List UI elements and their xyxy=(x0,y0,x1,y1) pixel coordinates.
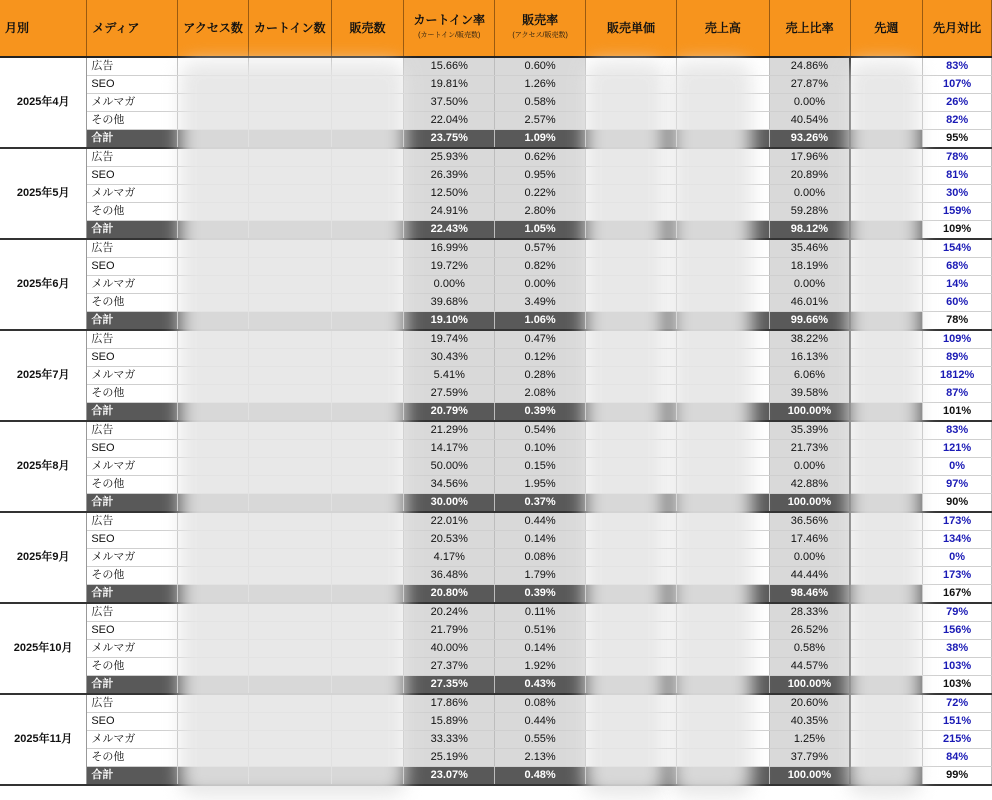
media-cell[interactable]: SEO xyxy=(87,349,178,367)
cartin-rate-cell[interactable]: 36.48% xyxy=(404,567,495,585)
sales-rate-cell[interactable]: 2.08% xyxy=(495,385,586,403)
table-row xyxy=(0,603,992,622)
header-cartin[interactable]: カートイン数 xyxy=(248,0,331,57)
total-row xyxy=(0,130,992,149)
revenue-ratio-cell[interactable]: 0.00% xyxy=(769,94,850,112)
table-row xyxy=(0,567,992,585)
sales-rate-cell[interactable]: 2.13% xyxy=(495,749,586,767)
sales-rate-cell[interactable]: 1.05% xyxy=(495,221,586,240)
table-row xyxy=(0,349,992,367)
month-cell[interactable]: 2025年5月 xyxy=(0,148,87,239)
header-cartin-rate-sub: (カートイン/販売数) xyxy=(418,32,481,39)
media-cell[interactable]: 合計 xyxy=(87,130,178,149)
revenue-ratio-cell[interactable]: 21.73% xyxy=(769,440,850,458)
table-row xyxy=(0,57,992,76)
sales-rate-cell[interactable]: 0.39% xyxy=(495,585,586,604)
mom-cell[interactable]: 38% xyxy=(923,640,992,658)
sales-rate-cell[interactable]: 0.22% xyxy=(495,185,586,203)
header-cartin-rate-label: カートイン率 xyxy=(413,13,485,27)
total-row xyxy=(0,403,992,422)
sales-rate-cell[interactable]: 0.14% xyxy=(495,531,586,549)
media-cell[interactable]: その他 xyxy=(87,203,178,221)
media-cell[interactable]: SEO xyxy=(87,440,178,458)
table-row xyxy=(0,385,992,403)
cartin-rate-cell[interactable]: 21.29% xyxy=(404,421,495,440)
month-cell[interactable]: 2025年8月 xyxy=(0,421,87,512)
total-row xyxy=(0,312,992,331)
mom-cell[interactable]: 109% xyxy=(923,221,992,240)
sales-rate-cell[interactable]: 0.44% xyxy=(495,512,586,531)
sales-rate-cell[interactable]: 0.58% xyxy=(495,94,586,112)
cartin-rate-cell[interactable]: 30.43% xyxy=(404,349,495,367)
revenue-ratio-cell[interactable]: 100.00% xyxy=(769,767,850,786)
cartin-rate-cell[interactable]: 4.17% xyxy=(404,549,495,567)
table-row xyxy=(0,440,992,458)
media-cell[interactable]: メルマガ xyxy=(87,276,178,294)
mom-cell[interactable]: 84% xyxy=(923,749,992,767)
month-cell[interactable]: 2025年11月 xyxy=(0,694,87,785)
media-cell[interactable]: 広告 xyxy=(87,421,178,440)
table-row xyxy=(0,185,992,203)
cartin-rate-cell[interactable]: 30.00% xyxy=(404,494,495,513)
sales-rate-cell[interactable]: 0.62% xyxy=(495,148,586,167)
table-row xyxy=(0,458,992,476)
sales-rate-cell[interactable]: 0.12% xyxy=(495,349,586,367)
sales-rate-cell[interactable]: 0.08% xyxy=(495,694,586,713)
media-cell[interactable]: その他 xyxy=(87,567,178,585)
redaction-blur-last-week xyxy=(848,62,920,797)
mom-cell[interactable]: 159% xyxy=(923,203,992,221)
media-cell[interactable]: 合計 xyxy=(87,676,178,695)
sales-rate-cell[interactable]: 0.55% xyxy=(495,731,586,749)
media-cell[interactable]: メルマガ xyxy=(87,185,178,203)
revenue-ratio-cell[interactable]: 0.00% xyxy=(769,185,850,203)
table-row xyxy=(0,94,992,112)
mom-cell[interactable]: 97% xyxy=(923,476,992,494)
mom-cell[interactable]: 154% xyxy=(923,239,992,258)
header-sales-rate[interactable] xyxy=(495,0,586,57)
cartin-rate-cell[interactable]: 17.86% xyxy=(404,694,495,713)
table-row xyxy=(0,330,992,349)
mom-cell[interactable]: 156% xyxy=(923,622,992,640)
revenue-ratio-cell[interactable]: 46.01% xyxy=(769,294,850,312)
table-row xyxy=(0,476,992,494)
revenue-ratio-cell[interactable]: 0.00% xyxy=(769,276,850,294)
media-cell[interactable]: その他 xyxy=(87,112,178,130)
revenue-ratio-cell[interactable]: 98.12% xyxy=(769,221,850,240)
sales-rate-cell[interactable]: 3.49% xyxy=(495,294,586,312)
revenue-ratio-cell[interactable]: 59.28% xyxy=(769,203,850,221)
mom-cell[interactable]: 101% xyxy=(923,403,992,422)
media-cell[interactable]: SEO xyxy=(87,713,178,731)
table-row xyxy=(0,276,992,294)
cartin-rate-cell[interactable]: 50.00% xyxy=(404,458,495,476)
table-body xyxy=(0,57,992,785)
revenue-ratio-cell[interactable]: 24.86% xyxy=(769,57,850,76)
cartin-rate-cell[interactable]: 22.43% xyxy=(404,221,495,240)
mom-cell[interactable]: 95% xyxy=(923,130,992,149)
media-cell[interactable]: その他 xyxy=(87,749,178,767)
header-row xyxy=(0,0,992,57)
header-sales-count[interactable]: 販売数 xyxy=(331,0,404,57)
revenue-ratio-cell[interactable]: 40.35% xyxy=(769,713,850,731)
sales-rate-cell[interactable]: 0.43% xyxy=(495,676,586,695)
header-unit-price[interactable]: 販売単価 xyxy=(586,0,677,57)
mom-cell[interactable]: 26% xyxy=(923,94,992,112)
table-row xyxy=(0,76,992,94)
month-cell[interactable]: 2025年6月 xyxy=(0,239,87,330)
media-cell[interactable]: 合計 xyxy=(87,585,178,604)
media-cell[interactable]: 合計 xyxy=(87,494,178,513)
sales-rate-cell[interactable]: 0.10% xyxy=(495,440,586,458)
mom-cell[interactable]: 83% xyxy=(923,421,992,440)
media-cell[interactable]: 広告 xyxy=(87,57,178,76)
mom-cell[interactable]: 121% xyxy=(923,440,992,458)
media-cell[interactable]: その他 xyxy=(87,385,178,403)
mom-cell[interactable]: 14% xyxy=(923,276,992,294)
redaction-blur-access xyxy=(180,62,405,797)
sales-rate-cell[interactable]: 2.80% xyxy=(495,203,586,221)
header-sales-rate-label: 販売率 xyxy=(522,13,559,27)
media-cell[interactable]: 広告 xyxy=(87,512,178,531)
revenue-ratio-cell[interactable]: 100.00% xyxy=(769,676,850,695)
table-row xyxy=(0,531,992,549)
mom-cell[interactable]: 81% xyxy=(923,167,992,185)
mom-cell[interactable]: 30% xyxy=(923,185,992,203)
cartin-rate-cell[interactable]: 20.80% xyxy=(404,585,495,604)
media-cell[interactable]: SEO xyxy=(87,258,178,276)
revenue-ratio-cell[interactable]: 17.46% xyxy=(769,531,850,549)
media-cell[interactable]: 広告 xyxy=(87,694,178,713)
revenue-ratio-cell[interactable]: 98.46% xyxy=(769,585,850,604)
mom-cell[interactable]: 215% xyxy=(923,731,992,749)
cartin-rate-cell[interactable]: 20.53% xyxy=(404,531,495,549)
mom-cell[interactable]: 151% xyxy=(923,713,992,731)
revenue-ratio-cell[interactable]: 0.00% xyxy=(769,549,850,567)
mom-cell[interactable]: 89% xyxy=(923,349,992,367)
sales-rate-cell[interactable]: 0.28% xyxy=(495,367,586,385)
media-cell[interactable]: SEO xyxy=(87,167,178,185)
cartin-rate-cell[interactable]: 22.01% xyxy=(404,512,495,531)
mom-cell[interactable]: 78% xyxy=(923,148,992,167)
table-row xyxy=(0,112,992,130)
month-cell[interactable]: 2025年7月 xyxy=(0,330,87,421)
media-cell[interactable]: 合計 xyxy=(87,312,178,331)
table-row xyxy=(0,713,992,731)
mom-cell[interactable]: 68% xyxy=(923,258,992,276)
media-cell[interactable]: メルマガ xyxy=(87,731,178,749)
mom-cell[interactable]: 0% xyxy=(923,458,992,476)
cartin-rate-cell[interactable]: 26.39% xyxy=(404,167,495,185)
cartin-rate-cell[interactable]: 20.24% xyxy=(404,603,495,622)
table-row xyxy=(0,749,992,767)
cartin-rate-cell[interactable]: 19.74% xyxy=(404,330,495,349)
media-cell[interactable]: その他 xyxy=(87,476,178,494)
revenue-ratio-cell[interactable]: 38.22% xyxy=(769,330,850,349)
cartin-rate-cell[interactable]: 25.19% xyxy=(404,749,495,767)
media-cell[interactable]: メルマガ xyxy=(87,458,178,476)
mom-cell[interactable]: 109% xyxy=(923,330,992,349)
mom-cell[interactable]: 60% xyxy=(923,294,992,312)
cartin-rate-cell[interactable]: 5.41% xyxy=(404,367,495,385)
table-row xyxy=(0,239,992,258)
cartin-rate-cell[interactable]: 25.93% xyxy=(404,148,495,167)
sales-rate-cell[interactable]: 1.06% xyxy=(495,312,586,331)
media-cell[interactable]: メルマガ xyxy=(87,367,178,385)
header-revenue[interactable]: 売上高 xyxy=(676,0,769,57)
mom-cell[interactable]: 0% xyxy=(923,549,992,567)
total-row xyxy=(0,767,992,786)
cartin-rate-cell[interactable]: 22.04% xyxy=(404,112,495,130)
revenue-ratio-cell[interactable]: 99.66% xyxy=(769,312,850,331)
table-row xyxy=(0,658,992,676)
table-row xyxy=(0,731,992,749)
cartin-rate-cell[interactable]: 33.33% xyxy=(404,731,495,749)
revenue-ratio-cell[interactable]: 20.60% xyxy=(769,694,850,713)
revenue-ratio-cell[interactable]: 26.52% xyxy=(769,622,850,640)
mom-cell[interactable]: 83% xyxy=(923,57,992,76)
sales-rate-cell[interactable]: 0.08% xyxy=(495,549,586,567)
sales-rate-cell[interactable]: 1.92% xyxy=(495,658,586,676)
sales-rate-cell[interactable]: 2.57% xyxy=(495,112,586,130)
mom-cell[interactable]: 82% xyxy=(923,112,992,130)
media-cell[interactable]: 合計 xyxy=(87,767,178,786)
sales-rate-cell[interactable]: 0.57% xyxy=(495,239,586,258)
cartin-rate-cell[interactable]: 15.66% xyxy=(404,57,495,76)
revenue-ratio-cell[interactable]: 0.00% xyxy=(769,458,850,476)
redaction-blur-revenue xyxy=(672,62,752,797)
mom-cell[interactable]: 107% xyxy=(923,76,992,94)
mom-cell[interactable]: 79% xyxy=(923,603,992,622)
cartin-rate-cell[interactable]: 20.79% xyxy=(404,403,495,422)
mom-cell[interactable]: 167% xyxy=(923,585,992,604)
table-row xyxy=(0,549,992,567)
table-row xyxy=(0,148,992,167)
cartin-rate-cell[interactable]: 40.00% xyxy=(404,640,495,658)
sales-rate-cell[interactable]: 1.79% xyxy=(495,567,586,585)
sales-rate-cell[interactable]: 1.26% xyxy=(495,76,586,94)
media-cell[interactable]: その他 xyxy=(87,294,178,312)
cartin-rate-cell[interactable]: 27.35% xyxy=(404,676,495,695)
revenue-ratio-cell[interactable]: 20.89% xyxy=(769,167,850,185)
header-sales-rate-sub: (アクセス/販売数) xyxy=(512,32,568,39)
revenue-ratio-cell[interactable]: 40.54% xyxy=(769,112,850,130)
mom-cell[interactable]: 1812% xyxy=(923,367,992,385)
mom-cell[interactable]: 173% xyxy=(923,567,992,585)
media-cell[interactable]: 広告 xyxy=(87,148,178,167)
sales-rate-cell[interactable]: 0.14% xyxy=(495,640,586,658)
cartin-rate-cell[interactable]: 15.89% xyxy=(404,713,495,731)
revenue-ratio-cell[interactable]: 28.33% xyxy=(769,603,850,622)
mom-cell[interactable]: 90% xyxy=(923,494,992,513)
table-row xyxy=(0,421,992,440)
mom-cell[interactable]: 103% xyxy=(923,658,992,676)
media-cell[interactable]: 広告 xyxy=(87,330,178,349)
header-access[interactable]: アクセス数 xyxy=(178,0,249,57)
cartin-rate-cell[interactable]: 21.79% xyxy=(404,622,495,640)
table-row xyxy=(0,622,992,640)
sales-rate-cell[interactable]: 0.54% xyxy=(495,421,586,440)
month-cell[interactable]: 2025年9月 xyxy=(0,512,87,603)
cartin-rate-cell[interactable]: 34.56% xyxy=(404,476,495,494)
revenue-ratio-cell[interactable]: 100.00% xyxy=(769,403,850,422)
media-cell[interactable]: メルマガ xyxy=(87,549,178,567)
cartin-rate-cell[interactable]: 14.17% xyxy=(404,440,495,458)
sales-rate-cell[interactable]: 0.11% xyxy=(495,603,586,622)
header-media[interactable]: メディア xyxy=(87,0,178,57)
sales-rate-cell[interactable]: 0.60% xyxy=(495,57,586,76)
cartin-rate-cell[interactable]: 19.81% xyxy=(404,76,495,94)
revenue-ratio-cell[interactable]: 37.79% xyxy=(769,749,850,767)
sales-rate-cell[interactable]: 1.09% xyxy=(495,130,586,149)
table-row xyxy=(0,167,992,185)
month-cell[interactable]: 2025年10月 xyxy=(0,603,87,694)
header-mom[interactable]: 先月対比 xyxy=(923,0,992,57)
table-row xyxy=(0,694,992,713)
sales-rate-cell[interactable]: 0.44% xyxy=(495,713,586,731)
sales-rate-cell[interactable]: 0.15% xyxy=(495,458,586,476)
cartin-rate-cell[interactable]: 19.72% xyxy=(404,258,495,276)
sales-rate-cell[interactable]: 0.95% xyxy=(495,167,586,185)
media-cell[interactable]: 広告 xyxy=(87,603,178,622)
cartin-rate-cell[interactable]: 19.10% xyxy=(404,312,495,331)
revenue-ratio-cell[interactable]: 39.58% xyxy=(769,385,850,403)
media-cell[interactable]: SEO xyxy=(87,531,178,549)
revenue-ratio-cell[interactable]: 100.00% xyxy=(769,494,850,513)
cartin-rate-cell[interactable]: 12.50% xyxy=(404,185,495,203)
header-last-week[interactable]: 先週 xyxy=(850,0,923,57)
table-row xyxy=(0,640,992,658)
table-row xyxy=(0,203,992,221)
mom-cell[interactable]: 134% xyxy=(923,531,992,549)
revenue-ratio-cell[interactable]: 6.06% xyxy=(769,367,850,385)
table-row xyxy=(0,294,992,312)
cartin-rate-cell[interactable]: 27.59% xyxy=(404,385,495,403)
revenue-ratio-cell[interactable]: 44.57% xyxy=(769,658,850,676)
month-cell[interactable]: 2025年4月 xyxy=(0,57,87,148)
total-row xyxy=(0,494,992,513)
revenue-ratio-cell[interactable]: 27.87% xyxy=(769,76,850,94)
revenue-ratio-cell[interactable]: 1.25% xyxy=(769,731,850,749)
table-row xyxy=(0,512,992,531)
cartin-rate-cell[interactable]: 23.75% xyxy=(404,130,495,149)
media-cell[interactable]: SEO xyxy=(87,622,178,640)
table-row xyxy=(0,367,992,385)
header-revenue-ratio[interactable]: 売上比率 xyxy=(769,0,850,57)
cartin-rate-cell[interactable]: 23.07% xyxy=(404,767,495,786)
total-row xyxy=(0,585,992,604)
revenue-ratio-cell[interactable]: 0.58% xyxy=(769,640,850,658)
revenue-ratio-cell[interactable]: 35.46% xyxy=(769,239,850,258)
sales-rate-cell[interactable]: 0.82% xyxy=(495,258,586,276)
table-row xyxy=(0,258,992,276)
sales-rate-cell[interactable]: 0.00% xyxy=(495,276,586,294)
header-cartin-rate[interactable] xyxy=(404,0,495,57)
sales-rate-cell[interactable]: 0.48% xyxy=(495,767,586,786)
revenue-ratio-cell[interactable]: 35.39% xyxy=(769,421,850,440)
mom-cell[interactable]: 78% xyxy=(923,312,992,331)
cartin-rate-cell[interactable]: 0.00% xyxy=(404,276,495,294)
media-cell[interactable]: メルマガ xyxy=(87,94,178,112)
media-cell[interactable]: SEO xyxy=(87,76,178,94)
mom-cell[interactable]: 72% xyxy=(923,694,992,713)
media-cell[interactable]: その他 xyxy=(87,658,178,676)
cartin-rate-cell[interactable]: 27.37% xyxy=(404,658,495,676)
revenue-ratio-cell[interactable]: 36.56% xyxy=(769,512,850,531)
sales-rate-cell[interactable]: 0.47% xyxy=(495,330,586,349)
mom-cell[interactable]: 173% xyxy=(923,512,992,531)
mom-cell[interactable]: 103% xyxy=(923,676,992,695)
media-cell[interactable]: 広告 xyxy=(87,239,178,258)
redaction-blur-unit-price xyxy=(585,62,665,797)
revenue-ratio-cell[interactable]: 18.19% xyxy=(769,258,850,276)
total-row xyxy=(0,221,992,240)
sales-rate-cell[interactable]: 0.37% xyxy=(495,494,586,513)
revenue-ratio-cell[interactable]: 16.13% xyxy=(769,349,850,367)
revenue-ratio-cell[interactable]: 44.44% xyxy=(769,567,850,585)
media-cell[interactable]: 合計 xyxy=(87,221,178,240)
header-month[interactable]: 月別 xyxy=(0,0,87,57)
revenue-ratio-cell[interactable]: 93.26% xyxy=(769,130,850,149)
revenue-ratio-cell[interactable]: 17.96% xyxy=(769,148,850,167)
total-row xyxy=(0,676,992,695)
sales-rate-cell[interactable]: 0.51% xyxy=(495,622,586,640)
cartin-rate-cell[interactable]: 24.91% xyxy=(404,203,495,221)
cartin-rate-cell[interactable]: 16.99% xyxy=(404,239,495,258)
mom-cell[interactable]: 99% xyxy=(923,767,992,786)
revenue-ratio-cell[interactable]: 42.88% xyxy=(769,476,850,494)
media-cell[interactable]: メルマガ xyxy=(87,640,178,658)
cartin-rate-cell[interactable]: 39.68% xyxy=(404,294,495,312)
media-cell[interactable]: 合計 xyxy=(87,403,178,422)
mom-cell[interactable]: 87% xyxy=(923,385,992,403)
sales-rate-cell[interactable]: 0.39% xyxy=(495,403,586,422)
cartin-rate-cell[interactable]: 37.50% xyxy=(404,94,495,112)
sales-rate-cell[interactable]: 1.95% xyxy=(495,476,586,494)
